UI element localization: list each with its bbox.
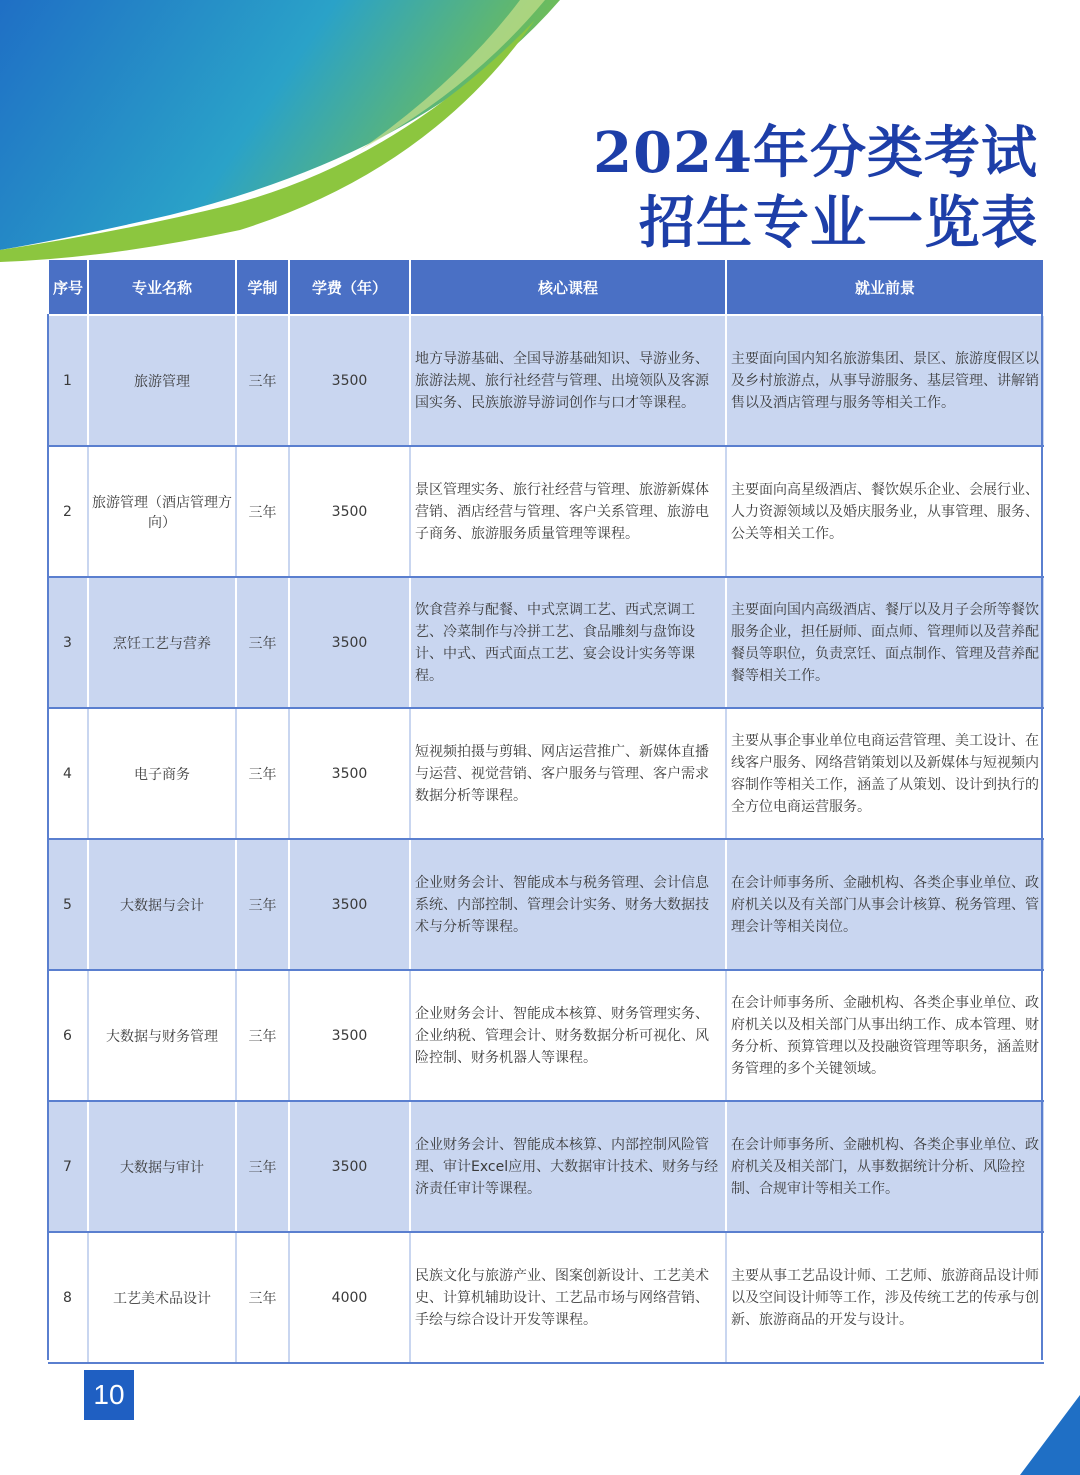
cell-duration: 三年 <box>236 1101 289 1232</box>
cell-no: 3 <box>48 577 88 708</box>
table-row <box>48 446 1044 577</box>
corner-decoration <box>0 0 560 265</box>
cell-career: 在会计师事务所、金融机构、各类企事业单位、政府机关以及有关部门从事会计核算、税务管理、管理会计等相关岗位。 <box>726 839 1044 970</box>
cell-fee: 3500 <box>289 577 410 708</box>
table-row <box>48 708 1044 839</box>
cell-duration: 三年 <box>236 1232 289 1363</box>
cell-career: 主要从事企事业单位电商运营管理、美工设计、在线客户服务、网络营销策划以及新媒体与短视频内容制作等相关工作，涵盖了从策划、设计到执行的全方位电商运营服务。 <box>726 708 1044 839</box>
table-header-row <box>48 260 1044 315</box>
cell-no: 7 <box>48 1101 88 1232</box>
cell-fee: 4000 <box>289 1232 410 1363</box>
cell-career: 主要面向国内知名旅游集团、景区、旅游度假区以及乡村旅游点，从事导游服务、基层管理、讲解销售以及酒店管理与服务等相关工作。 <box>726 315 1044 446</box>
table-row <box>48 970 1044 1101</box>
cell-career: 在会计师事务所、金融机构、各类企事业单位、政府机关以及相关部门从事出纳工作、成本管理、财务分析、预算管理以及投融资管理等职务，涵盖财务管理的多个关键领域。 <box>726 970 1044 1101</box>
cell-duration: 三年 <box>236 446 289 577</box>
cell-duration: 三年 <box>236 839 289 970</box>
cell-no: 2 <box>48 446 88 577</box>
cell-no: 5 <box>48 839 88 970</box>
table-row <box>48 839 1044 970</box>
cell-courses: 饮食营养与配餐、中式烹调工艺、西式烹调工艺、冷菜制作与冷拼工艺、食品雕刻与盘饰设计、中式、西式面点工艺、宴会设计实务等课程。 <box>410 577 726 708</box>
corner-decoration-bottom <box>1020 1395 1080 1475</box>
cell-fee: 3500 <box>289 970 410 1101</box>
cell-career: 主要面向高星级酒店、餐饮娱乐企业、会展行业、人力资源领域以及婚庆服务业，从事管理、服务、公关等相关工作。 <box>726 446 1044 577</box>
cell-duration: 三年 <box>236 970 289 1101</box>
header-no: 序号 <box>48 260 88 315</box>
cell-courses: 企业财务会计、智能成本核算、内部控制风险管理、审计Excel应用、大数据审计技术、财务与经济责任审计等课程。 <box>410 1101 726 1232</box>
cell-duration: 三年 <box>236 577 289 708</box>
header-name: 专业名称 <box>88 260 236 315</box>
cell-name: 旅游管理 <box>88 315 236 446</box>
table-row <box>48 1101 1044 1232</box>
cell-no: 6 <box>48 970 88 1101</box>
cell-fee: 3500 <box>289 315 410 446</box>
cell-courses: 地方导游基础、全国导游基础知识、导游业务、旅游法规、旅行社经营与管理、出境领队及客源国实务、民族旅游导游词创作与口才等课程。 <box>410 315 726 446</box>
table-row <box>48 1232 1044 1363</box>
cell-courses: 民族文化与旅游产业、图案创新设计、工艺美术史、计算机辅助设计、工艺品市场与网络营销、手绘与综合设计开发等课程。 <box>410 1232 726 1363</box>
cell-duration: 三年 <box>236 315 289 446</box>
cell-name: 旅游管理（酒店管理方向） <box>88 446 236 577</box>
cell-name: 大数据与审计 <box>88 1101 236 1232</box>
cell-name: 大数据与财务管理 <box>88 970 236 1101</box>
cell-duration: 三年 <box>236 708 289 839</box>
cell-name: 大数据与会计 <box>88 839 236 970</box>
cell-courses: 景区管理实务、旅行社经营与管理、旅游新媒体营销、酒店经营与管理、客户关系管理、旅游电子商务、旅游服务质量管理等课程。 <box>410 446 726 577</box>
page-title <box>593 118 1038 258</box>
table-left-border <box>47 314 49 1360</box>
cell-courses: 短视频拍摄与剪辑、网店运营推广、新媒体直播与运营、视觉营销、客户服务与管理、客户需求数据分析等课程。 <box>410 708 726 839</box>
cell-fee: 3500 <box>289 1101 410 1232</box>
cell-name: 电子商务 <box>88 708 236 839</box>
table-right-border <box>1041 314 1043 1360</box>
cell-career: 主要面向国内高级酒店、餐厅以及月子会所等餐饮服务企业，担任厨师、面点师、管理师以及营养配餐员等职位，负责烹饪、面点制作、管理及营养配餐等相关工作。 <box>726 577 1044 708</box>
page-number: 10 <box>84 1370 134 1420</box>
cell-fee: 3500 <box>289 446 410 577</box>
header-duration: 学制 <box>236 260 289 315</box>
header-courses: 核心课程 <box>410 260 726 315</box>
header-career: 就业前景 <box>726 260 1044 315</box>
cell-career: 在会计师事务所、金融机构、各类企事业单位、政府机关及相关部门，从事数据统计分析、风险控制、合规审计等相关工作。 <box>726 1101 1044 1232</box>
table-row <box>48 577 1044 708</box>
cell-name: 烹饪工艺与营养 <box>88 577 236 708</box>
majors-table <box>47 260 1045 1364</box>
header-fee: 学费（年） <box>289 260 410 315</box>
cell-career: 主要从事工艺品设计师、工艺师、旅游商品设计师以及空间设计师等工作，涉及传统工艺的传承与创新、旅游商品的开发与设计。 <box>726 1232 1044 1363</box>
cell-no: 8 <box>48 1232 88 1363</box>
cell-courses: 企业财务会计、智能成本与税务管理、会计信息系统、内部控制、管理会计实务、财务大数据技术与分析等课程。 <box>410 839 726 970</box>
cell-courses: 企业财务会计、智能成本核算、财务管理实务、企业纳税、管理会计、财务数据分析可视化、风险控制、财务机器人等课程。 <box>410 970 726 1101</box>
cell-no: 4 <box>48 708 88 839</box>
cell-no: 1 <box>48 315 88 446</box>
table-row <box>48 315 1044 446</box>
title-line-1: 2024年分类考试 <box>593 120 1038 186</box>
title-line-2: 招生专业一览表 <box>639 190 1038 256</box>
cell-fee: 3500 <box>289 839 410 970</box>
cell-fee: 3500 <box>289 708 410 839</box>
cell-name: 工艺美术品设计 <box>88 1232 236 1363</box>
